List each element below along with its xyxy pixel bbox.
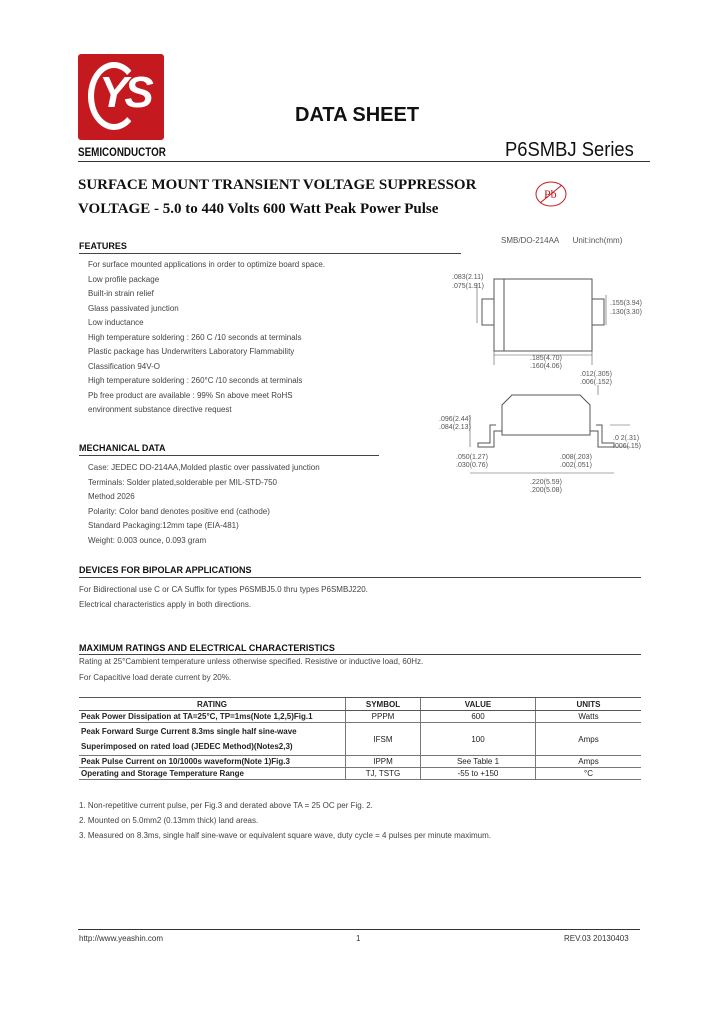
bipolar-divider (79, 577, 641, 578)
dim-label: .030(0.76) (456, 462, 488, 469)
ratings-intro: For Capacitive load derate current by 20%. (79, 673, 232, 682)
footer-url[interactable]: http://www.yeashin.com (79, 934, 164, 943)
symbol-cell: IPPM (346, 756, 421, 768)
dim-label: .155(3.94) (610, 300, 642, 307)
mech-item: Standard Packaging:12mm tape (EIA-481) (88, 521, 239, 530)
mech-item: Method 2026 (88, 492, 135, 501)
table-header-row (79, 698, 641, 711)
bipolar-heading: DEVICES FOR BIPOLAR APPLICATIONS (79, 565, 252, 575)
ratings-note: 2. Mounted on 5.0mm2 (0.13mm thick) land areas. (79, 816, 259, 825)
col-value: VALUE (421, 698, 536, 711)
ratings-note: 1. Non-repetitive current pulse, per Fig.3 and derated above TA = 25 OC per Fig. 2. (79, 801, 373, 810)
dim-label: .185(4.70) (530, 355, 562, 362)
footer-divider (78, 929, 640, 930)
dim-label: .160(4.06) (530, 363, 562, 370)
symbol-cell: PPPM (346, 711, 421, 723)
value-cell: See Table 1 (421, 756, 536, 768)
feature-item: High temperature soldering : 260 C /10 seconds at terminals (88, 332, 302, 342)
dim-label: .084(2.13) (439, 424, 471, 431)
bipolar-line: Electrical characteristics apply in both directions. (79, 600, 252, 609)
feature-item: High temperature soldering : 260°C /10 seconds at terminals (88, 376, 303, 385)
package-unit: Unit:inch(mm) (572, 236, 623, 245)
product-title: SURFACE MOUNT TRANSIENT VOLTAGE SUPPRESSOR (78, 177, 477, 193)
value-cell: -55 to +150 (421, 768, 536, 780)
dim-label: .200(5.08) (530, 487, 562, 494)
product-subtitle: VOLTAGE - 5.0 to 440 Volts 600 Watt Peak Power Pulse (78, 201, 439, 217)
dim-label: .096(2.44) (439, 416, 471, 423)
doc-type-title: DATA SHEET (295, 104, 420, 126)
pb-free-icon (532, 179, 570, 209)
features-list (88, 258, 325, 418)
mechanical-list (88, 461, 320, 548)
dim-label: .130(3.30) (610, 309, 642, 316)
feature-item: Classification 94V-O (88, 361, 161, 371)
features-divider (79, 253, 461, 254)
rating-cell: Peak Power Dissipation at TA=25°C, TP=1ms(Note 1,2,5)Fig.1 (79, 711, 346, 723)
mech-item: Case: JEDEC DO-214AA,Molded plastic over passivated junction (88, 463, 320, 472)
rating-cell: Operating and Storage Temperature Range (79, 768, 346, 780)
table-row (79, 723, 641, 756)
ratings-intro: Rating at 25°Cambient temperature unless otherwise specified. Resistive or inductive load, 60Hz. (79, 657, 424, 666)
ratings-note: 3. Measured on 8.3ms, single half sine-wave or equivalent square wave, duty cycle = 4 pulses per minute maximum. (79, 831, 491, 840)
mech-item: Terminals: Solder plated,solderable per MIL-STD-750 (88, 477, 277, 487)
feature-item: Low profile package (88, 274, 160, 284)
units-cell: Amps (536, 723, 642, 756)
dim-label: .012(.305) (580, 371, 612, 378)
mech-item: Polarity: Color band denotes positive end (cathode) (88, 506, 270, 516)
table-row (79, 711, 641, 723)
feature-item: Built-in strain relief (88, 289, 154, 298)
dim-label: .002(.051) (560, 462, 592, 469)
series-name: P6SMBJ Series (505, 139, 634, 161)
package-type: SMB/DO-214AA (501, 236, 560, 245)
feature-item: For surface mounted applications in order to optimize board space. (88, 260, 326, 269)
dim-label: .008(.203) (560, 454, 592, 461)
ratings-table (79, 697, 641, 780)
rating-cell: Peak Pulse Current on 10/1000s waveform(Note 1)Fig.3 (79, 756, 346, 768)
ratings-heading: MAXIMUM RATINGS AND ELECTRICAL CHARACTERISTICS (79, 643, 335, 653)
rating-cell (79, 723, 346, 756)
revision: REV.03 20130403 (564, 934, 629, 943)
pb-text: Pb (544, 187, 557, 201)
col-units: UNITS (536, 698, 642, 711)
dim-label: .220(5.59) (530, 479, 562, 486)
package-label (501, 236, 622, 245)
value-cell: 100 (421, 723, 536, 756)
col-rating: RATING (79, 698, 346, 711)
dim-label: .0 2(.31) (613, 435, 640, 442)
dim-label: .006(.15) (613, 443, 642, 450)
bipolar-line: For Bidirectional use C or CA Suffix for types P6SMBJ5.0 thru types P6SMBJ220. (79, 585, 368, 594)
rating-line: Peak Forward Surge Current 8.3ms single half sine-wave (81, 727, 297, 736)
units-cell: Watts (536, 711, 642, 723)
mech-item: Weight: 0.003 ounce, 0.093 gram (88, 535, 207, 545)
feature-item: Glass passivated junction (88, 303, 179, 313)
company-name: SEMICONDUCTOR (78, 145, 166, 159)
page-number: 1 (356, 934, 361, 943)
dim-label: .006(.152) (580, 379, 612, 386)
feature-item: Plastic package has Underwriters Laboratory Flammability (88, 347, 295, 356)
feature-item: environment substance directive request (88, 405, 232, 414)
features-heading: FEATURES (79, 241, 127, 251)
dim-label: .075(1.91) (452, 283, 484, 290)
feature-item: Low inductance (88, 318, 144, 327)
dim-label: .050(1.27) (456, 454, 488, 461)
col-symbol: SYMBOL (346, 698, 421, 711)
units-cell: °C (536, 768, 642, 780)
mechanical-divider (79, 455, 379, 456)
table-row (79, 768, 641, 780)
units-cell: Amps (536, 756, 642, 768)
dim-label: .083(2.11) (452, 274, 484, 281)
logo-letters: YS (99, 68, 150, 117)
symbol-cell: IFSM (346, 723, 421, 756)
mechanical-heading: MECHANICAL DATA (79, 443, 166, 453)
table-row (79, 756, 641, 768)
header-divider (78, 161, 650, 162)
ratings-divider (79, 654, 641, 655)
symbol-cell: TJ, TSTG (346, 768, 421, 780)
feature-item: Pb free product are available : 99% Sn above meet RoHS (88, 390, 293, 400)
value-cell: 600 (421, 711, 536, 723)
rating-line: Superimposed on rated load (JEDEC Method)(Notes2,3) (81, 742, 293, 751)
